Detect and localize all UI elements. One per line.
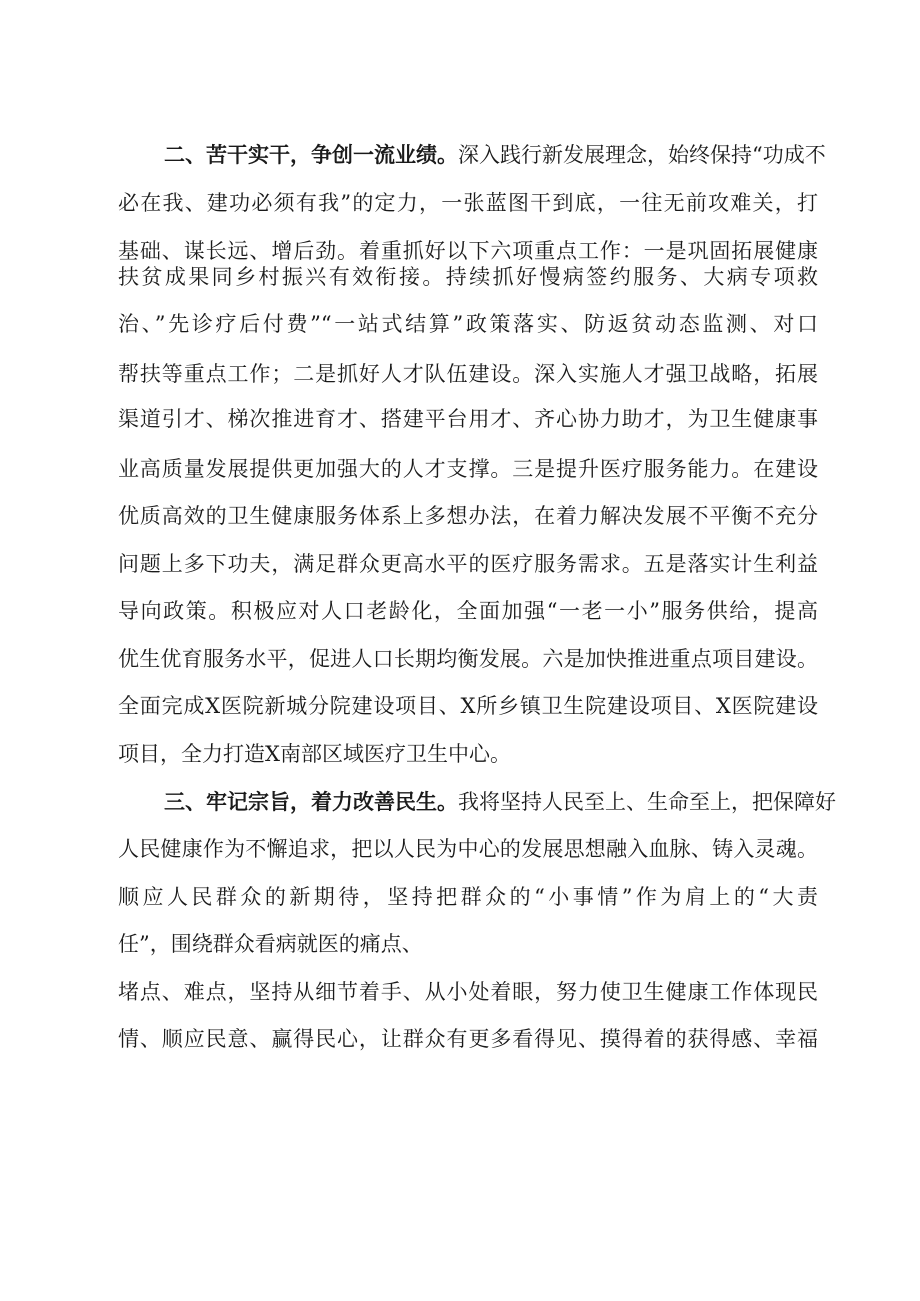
paragraph-3-line-3: 顺应人民群众的新期待，坚持把群众的“小事情”作为肩上的“大责 (118, 885, 818, 909)
paragraph-3-line-1 (164, 788, 836, 816)
paragraph-2-line-8: 业高质量发展提供更加强大的人才支撑。三是提升医疗服务能力。在建设 (118, 457, 818, 481)
paragraph-2-line-14: 项目，全力打造X南部区域医疗卫生中心。 (118, 742, 511, 766)
paragraph-3-line-2: 人民健康作为不懈追求，把以人民为中心的发展思想融入血脉、铸入灵魂。 (118, 837, 818, 861)
paragraph-2-line-9: 优质高效的卫生健康服务体系上多想办法，在着力解决发展不平衡不充分 (118, 504, 818, 528)
paragraph-2-line-11: 导向政策。积极应对人口老龄化，全面加强“一老一小”服务供给，提高 (118, 599, 818, 623)
paragraph-2-line-10: 问题上多下功夫，满足群众更高水平的医疗服务需求。五是落实计生利益 (118, 552, 818, 576)
paragraph-3-line-5: 堵点、难点，坚持从细节着手、从小处着眼，努力使卫生健康工作体现民 (118, 980, 818, 1004)
paragraph-2-line-3: 基础、谋长远、增后劲。着重抓好以下六项重点工作：一是巩固拓展健康 (118, 239, 818, 263)
paragraph-2-line-2: 必在我、建功必须有我”的定力，一张蓝图干到底，一往无前攻难关，打 (118, 191, 818, 215)
paragraph-3-line-6: 情、顺应民意、赢得民心，让群众有更多看得见、摸得着的获得感、幸福 (118, 1027, 818, 1051)
paragraph-3-text: 我将坚持人民至上、生命至上，把保障好 (458, 790, 836, 814)
paragraph-3-heading: 三、牢记宗旨，着力改善民生。 (164, 790, 458, 814)
paragraph-2-line-5: 治、”先诊疗后付费”“一站式结算”政策落实、防返贫动态监测、对口 (118, 312, 818, 336)
paragraph-2-line-1 (164, 141, 826, 169)
paragraph-3-line-4: 任”，围绕群众看病就医的痛点、 (118, 932, 423, 956)
paragraph-2-line-12: 优生优育服务水平，促进人口长期均衡发展。六是加快推进重点项目建设。 (118, 647, 818, 671)
paragraph-2-line-7: 渠道引才、梯次推进育才、搭建平台用才、齐心协力助才，为卫生健康事 (118, 407, 818, 431)
paragraph-2-heading: 二、苦干实干，争创一流业绩。 (164, 143, 458, 167)
paragraph-2-line-6: 帮扶等重点工作；二是抓好人才队伍建设。深入实施人才强卫战略，拓展 (118, 362, 818, 386)
paragraph-2-line-4: 扶贫成果同乡村振兴有效衔接。持续抓好慢病签约服务、大病专项救 (118, 265, 818, 289)
paragraph-2-text: 深入践行新发展理念，始终保持“功成不 (458, 143, 826, 167)
paragraph-2-line-13: 全面完成X医院新城分院建设项目、X所乡镇卫生院建设项目、X医院建设 (118, 694, 818, 718)
